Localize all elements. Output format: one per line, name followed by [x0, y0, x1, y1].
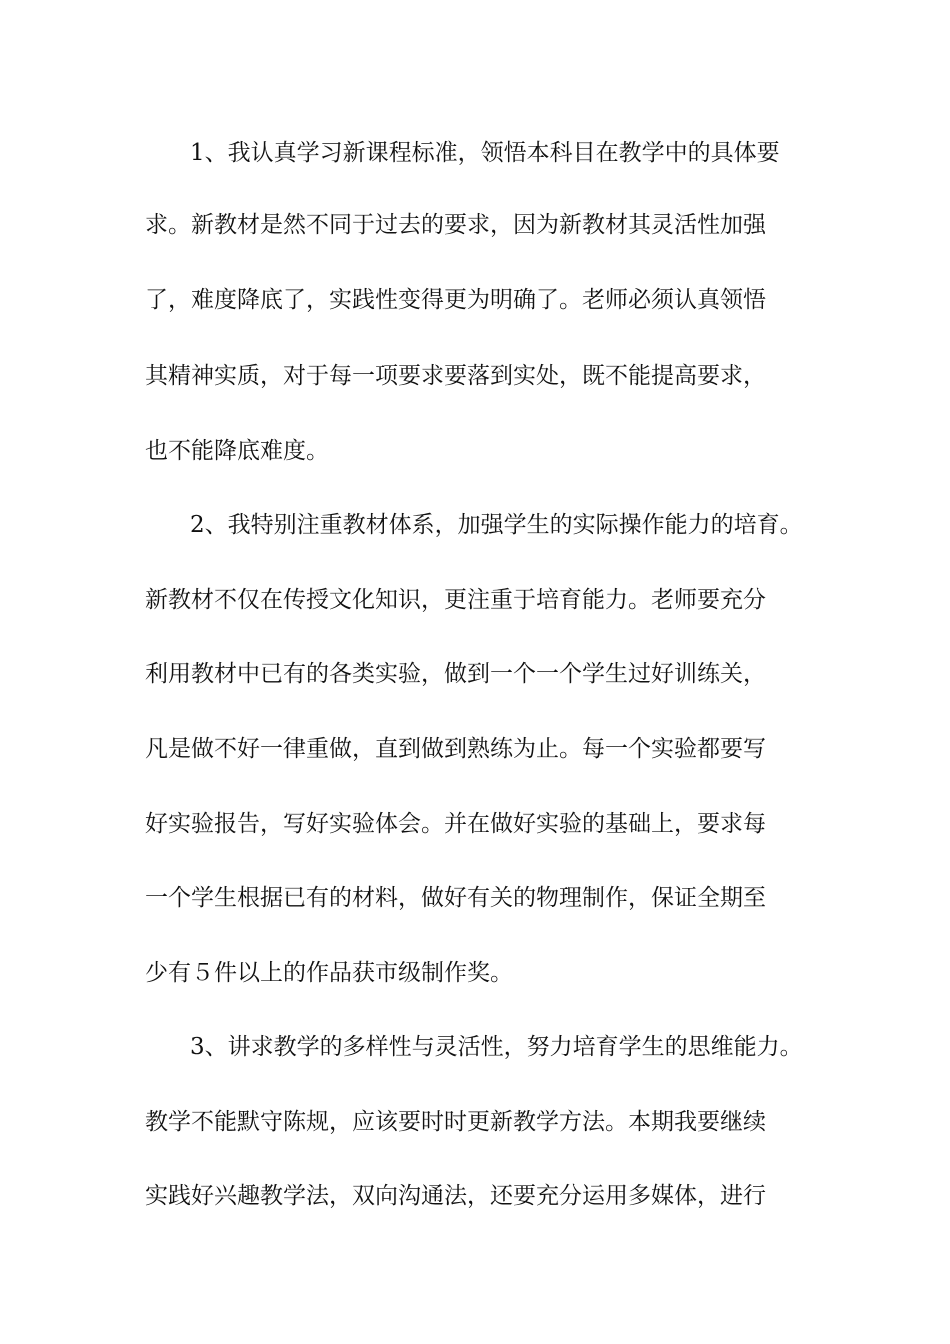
text-line: 新教材不仅在传授文化知识，更注重于培育能力。老师要充分: [145, 587, 766, 613]
paragraph-3-line-1: [0, 1029, 950, 1065]
text-line: 教学不能默守陈规，应该要时时更新教学方法。本期我要继续: [145, 1109, 766, 1135]
paragraph-2-line-2: [0, 582, 950, 618]
text-line: 1、我认真学习新课程标准，领悟本科目在教学中的具体要: [190, 140, 780, 166]
paragraph-1-line-3: [0, 282, 950, 318]
paragraph-2-line-5: [0, 806, 950, 842]
text-line: 少有５件以上的作品获市级制作奖。: [145, 960, 513, 986]
paragraph-3-line-2: [0, 1104, 950, 1140]
paragraph-2-line-4: [0, 731, 950, 767]
text-line: 好实验报告，写好实验体会。并在做好实验的基础上，要求每: [145, 811, 766, 837]
text-line: 凡是做不好一律重做，直到做到熟练为止。每一个实验都要写: [145, 736, 766, 762]
paragraph-2-line-3: [0, 656, 950, 692]
paragraph-1-line-4: [0, 358, 950, 394]
paragraph-2-line-1: [0, 507, 950, 543]
text-line: 一个学生根据已有的材料，做好有关的物理制作，保证全期至: [145, 885, 766, 911]
paragraph-1-line-2: [0, 207, 950, 243]
text-line: 其精神实质，对于每一项要求要落到实处，既不能提高要求，: [145, 363, 766, 389]
paragraph-1-line-1: [0, 135, 950, 171]
text-line: 利用教材中已有的各类实验，做到一个一个学生过好训练关，: [145, 661, 766, 687]
text-line: 2、我特别注重教材体系，加强学生的实际操作能力的培育。: [190, 512, 803, 538]
paragraph-1-line-5: [0, 433, 950, 469]
text-line: 也不能降底难度。: [145, 438, 329, 464]
paragraph-2-line-6: [0, 880, 950, 916]
text-line: 实践好兴趣教学法，双向沟通法，还要充分运用多媒体，进行: [145, 1183, 766, 1209]
paragraph-3-line-3: [0, 1178, 950, 1214]
text-line: 求。新教材是然不同于过去的要求，因为新教材其灵活性加强: [145, 212, 766, 238]
text-line: 3、讲求教学的多样性与灵活性，努力培育学生的思维能力。: [190, 1034, 803, 1060]
text-line: 了，难度降底了，实践性变得更为明确了。老师必须认真领悟: [145, 287, 766, 313]
paragraph-2-line-7: [0, 955, 950, 991]
